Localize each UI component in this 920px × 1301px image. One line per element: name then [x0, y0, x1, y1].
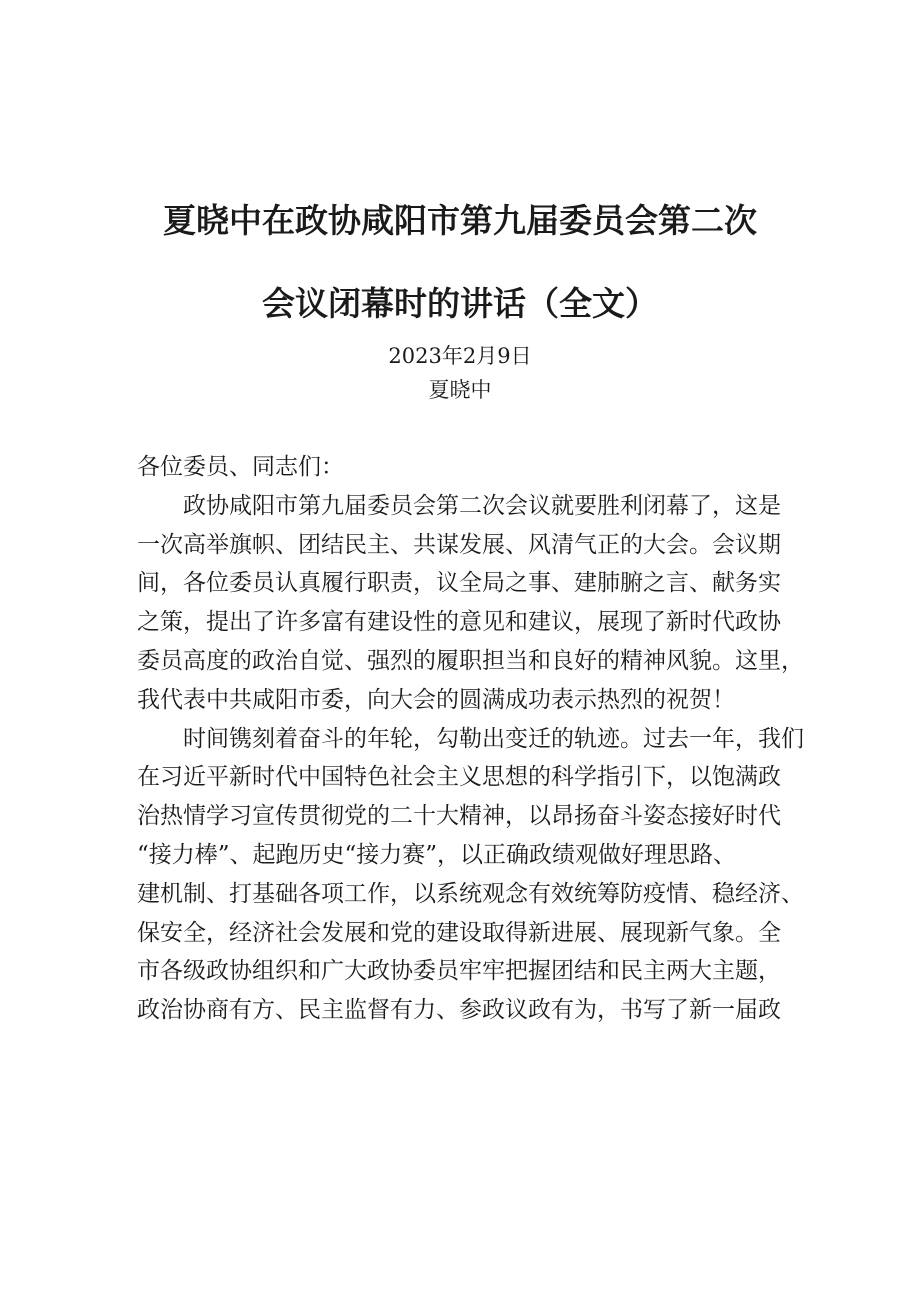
text-line: 间，各位委员认真履行职责，议全局之事、建肺腑之言、献务实 — [137, 570, 781, 597]
text-line: 政治协商有方、民主监督有力、参政议政有为，书写了新一届政 — [137, 997, 781, 1024]
text-line: 市各级政协组织和广大政协委员牢牢把握团结和民主两大主题， — [137, 958, 781, 985]
text-line: 我代表中共咸阳市委，向大会的圆满成功表示热烈的祝贺！ — [137, 686, 735, 713]
salutation: 各位委员、同志们： — [137, 454, 344, 480]
document-author: 夏晓中 — [428, 378, 492, 402]
document-title-line-1: 夏晓中在政协咸阳市第九届委员会第二次 — [163, 201, 757, 240]
text-line: 一次高举旗帜、团结民主、共谋发展、风清气正的大会。会议期 — [137, 531, 781, 558]
text-line: 时间镌刻着奋斗的年轮，勾勒出变迁的轨迹。过去一年，我们 — [137, 725, 804, 752]
text-line: 政协咸阳市第九届委员会第二次会议就要胜利闭幕了，这是 — [137, 492, 781, 519]
text-line: 委员高度的政治自觉、强烈的履职担当和良好的精神风貌。这里， — [137, 647, 804, 674]
text-line: “接力棒”、起跑历史“接力赛”，以正确政绩观做好理思路、 — [137, 841, 737, 868]
text-line: 之策，提出了许多富有建设性的意见和建议，展现了新时代政协 — [137, 609, 781, 636]
text-line: 建机制、打基础各项工作，以系统观念有效统筹防疫情、稳经济、 — [137, 880, 804, 907]
document-date: 2023年2月9日 — [388, 344, 532, 368]
text-line: 治热情学习宣传贯彻党的二十大精神，以昂扬奋斗姿态接好时代 — [137, 803, 781, 830]
text-line: 保安全，经济社会发展和党的建设取得新进展、展现新气象。全 — [137, 919, 781, 946]
text-line: 在习近平新时代中国特色社会主义思想的科学指引下，以饱满政 — [137, 764, 781, 791]
speech-body — [137, 448, 804, 1030]
document-title-line-2: 会议闭幕时的讲话（全文） — [262, 284, 658, 323]
